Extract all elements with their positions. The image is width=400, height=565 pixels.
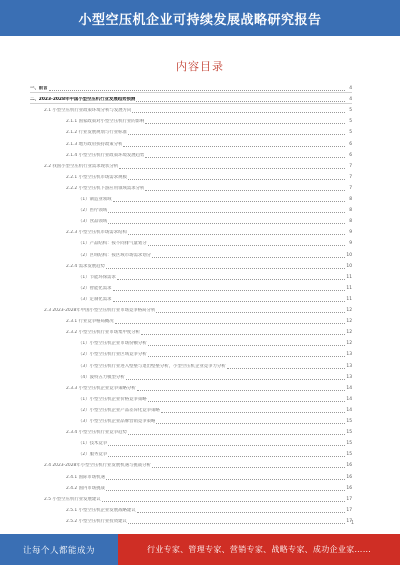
toc-entry-page: 10 [346, 263, 352, 269]
toc-entry-page: 16 [346, 463, 352, 469]
dot-leader [145, 188, 345, 191]
toc-entry[interactable] [30, 239, 352, 247]
toc-entry-page: 4 [349, 97, 352, 103]
toc-entry-text: 一、前言 [30, 86, 48, 91]
dot-leader [106, 477, 345, 480]
dot-leader [128, 232, 345, 235]
header-bar [0, 0, 400, 36]
toc-entry-page: 10 [346, 252, 352, 258]
toc-entry-page: 9 [349, 241, 352, 247]
toc-entry[interactable] [30, 428, 352, 436]
dot-leader [128, 132, 345, 135]
toc-entry-text: （1）技术竞争 [78, 441, 108, 447]
dot-leader [156, 421, 345, 424]
toc-entry-text: 2.4.1 国际市场机遇 [66, 474, 105, 480]
toc-entry-page: 16 [346, 485, 352, 491]
toc-entry-page: 13 [346, 363, 352, 369]
toc-entry[interactable] [30, 162, 352, 170]
toc-entry-text: （3）小型空压机行业进入壁垒与退出壁垒分析，小型空压机企业竞争力分析 [78, 363, 226, 369]
toc-entry[interactable] [30, 217, 352, 225]
dot-leader [152, 465, 345, 468]
toc-entry[interactable] [30, 117, 352, 125]
dot-leader [136, 99, 345, 102]
dot-leader [152, 255, 345, 258]
dot-leader [113, 199, 345, 202]
toc-entry-text: 2.1.2 行业发展规划与行业标准 [66, 130, 127, 136]
toc-entry[interactable] [30, 473, 352, 481]
dot-leader [49, 88, 345, 91]
toc-entry-page: 5 [349, 119, 352, 125]
dot-leader [115, 321, 345, 324]
toc-entry-page: 16 [346, 474, 352, 480]
dot-leader [117, 277, 345, 280]
toc-entry[interactable] [30, 284, 352, 292]
toc-entry-page: 13 [346, 374, 352, 380]
toc-entry[interactable] [30, 517, 352, 525]
dot-leader [102, 499, 345, 502]
toc-entry[interactable] [30, 384, 352, 392]
toc-entry-page: 14 [346, 385, 352, 391]
dot-leader [106, 488, 345, 491]
toc-entry-text: 2.2 我国小型空压机行业需求现状分析 [44, 163, 119, 169]
toc-entry-page: 17 [346, 496, 352, 502]
toc-entry-text: 2.1.1 国家政策对小型空压机行业的影响 [66, 119, 145, 125]
toc-entry-page: 11 [346, 296, 352, 302]
toc-entry[interactable] [30, 84, 352, 93]
toc-entry[interactable] [30, 317, 352, 325]
dot-leader [148, 399, 345, 402]
dot-leader [108, 443, 345, 446]
toc-entry-text: 2.5.2 小型空压机行业投资建议 [66, 518, 127, 524]
toc-entry-page: 7 [349, 185, 352, 191]
toc-entry[interactable] [30, 306, 352, 314]
toc-entry[interactable] [30, 495, 352, 503]
toc-entry-page: 6 [349, 141, 352, 147]
toc-entry[interactable] [30, 295, 352, 303]
toc-entry-text: 2.3 2023-2028年中国小型空压机行业市场竞争格局分析 [44, 308, 156, 313]
toc-entry-page: 11 [346, 274, 352, 280]
toc-entry-page: 15 [346, 441, 352, 447]
toc-entry-text: （1）小型空压机企业价格竞争策略 [78, 396, 147, 402]
dot-leader [137, 388, 345, 391]
toc-entry-text: （3）定制化需求 [78, 296, 112, 302]
toc-entry-text: （1）制造业领域 [78, 197, 112, 202]
dot-leader [113, 288, 345, 291]
dot-leader [148, 343, 345, 346]
toc-entry-text: （1）节能环保需求 [78, 274, 116, 280]
dot-leader [128, 177, 345, 180]
toc-entry-text: （2）小型空压机行业区域竞争分析 [78, 352, 147, 358]
toc-entry[interactable] [30, 106, 352, 114]
toc-entry-text: （4）波特五力模型分析 [78, 374, 125, 380]
toc-entry-text: 2.1 小型空压机行业政策环境分析与发展方向 [44, 108, 132, 114]
toc-entry[interactable] [30, 484, 352, 492]
dot-leader [137, 510, 345, 513]
toc-entry-page: 5 [349, 130, 352, 136]
dot-leader [227, 366, 345, 369]
toc-entry-page: 14 [346, 396, 352, 402]
toc-entry-text: （3）食品领域 [78, 219, 108, 225]
toc-entry-page: 8 [349, 219, 352, 225]
toc-entry-page: 9 [349, 230, 352, 236]
dot-leader [126, 377, 345, 380]
toc-entry-text: 2.5 小型空压机行业发展建议 [44, 496, 101, 502]
toc-entry[interactable] [30, 95, 352, 104]
toc-entry[interactable] [30, 328, 352, 336]
toc-entry[interactable] [30, 273, 352, 281]
dot-leader [106, 266, 345, 269]
toc-entry-text: 2.4 2023-2028年小型空压机行业发展机遇与挑战分析 [44, 463, 151, 469]
toc-entry[interactable] [30, 206, 352, 214]
dot-leader [156, 310, 345, 313]
toc-entry-page: 12 [346, 308, 352, 313]
toc-entry[interactable] [30, 395, 352, 403]
toc-entry-page: 13 [346, 352, 352, 358]
toc-entry-page: 7 [349, 174, 352, 180]
dot-leader [113, 299, 345, 302]
toc-entry[interactable] [30, 195, 352, 203]
dot-leader [128, 521, 345, 524]
toc-entry[interactable] [30, 406, 352, 414]
dot-leader [108, 454, 345, 457]
toc-entry[interactable] [30, 251, 352, 259]
toc-entry-page: 12 [346, 330, 352, 336]
table-of-contents [30, 84, 352, 528]
page-number: 1 [350, 520, 354, 526]
toc-entry-page: 11 [346, 285, 352, 291]
toc-entry-page: 15 [346, 452, 352, 458]
toc-entry-page: 12 [346, 341, 352, 347]
toc-entry[interactable] [30, 362, 352, 370]
toc-entry-text: 二、2023-2028年中国小型空压机行业发展趋势预测 [30, 97, 136, 103]
toc-entry-text: （1）产品结构：按不同排气量划分 [78, 241, 147, 247]
toc-entry-text: （2）医疗领域 [78, 208, 108, 214]
toc-entry[interactable] [30, 350, 352, 358]
toc-entry[interactable] [30, 461, 352, 469]
toc-entry-text: 2.1.4 小型空压机行业政策环境发展趋势 [66, 152, 145, 158]
toc-entry-page: 15 [346, 430, 352, 436]
footer-slogan: 让每个人都能成为 [0, 534, 118, 565]
toc-entry-text: 2.2.2 小型空压机下游应用领域需求分析 [66, 185, 145, 191]
toc-entry-text: 2.3.1 行业竞争格局概况 [66, 319, 114, 325]
dot-leader [108, 210, 345, 213]
toc-entry[interactable] [30, 373, 352, 381]
toc-entry[interactable] [30, 339, 352, 347]
toc-entry-page: 6 [349, 152, 352, 158]
toc-entry[interactable] [30, 173, 352, 181]
toc-entry[interactable] [30, 450, 352, 458]
dot-leader [145, 121, 345, 124]
dot-leader [161, 410, 345, 413]
toc-entry[interactable] [30, 439, 352, 447]
toc-entry-text: 2.2.4 需求发展趋势 [66, 263, 105, 269]
toc-entry-text: 2.3.4 小型空压机行业竞争趋势 [66, 430, 127, 436]
toc-entry-page: 8 [349, 208, 352, 214]
toc-entry[interactable] [30, 140, 352, 148]
toc-entry-page: 17 [346, 507, 352, 513]
dot-leader [141, 332, 345, 335]
toc-entry-page: 7 [349, 163, 352, 169]
toc-entry-text: （1）小型空压机企业市场份额分析 [78, 341, 147, 347]
dot-leader [148, 243, 345, 246]
toc-entry-page: 14 [346, 407, 352, 413]
toc-entry-text: （2）区域结构：按区域市场需求划分 [78, 252, 152, 258]
footer-bar [0, 534, 400, 565]
document-title: 小型空压机企业可持续发展战略研究报告 [78, 12, 322, 28]
toc-entry[interactable] [30, 417, 352, 425]
toc-entry[interactable] [30, 262, 352, 270]
toc-entry-text: 2.4.2 国内市场挑战 [66, 485, 105, 491]
toc-heading: 内容目录 [176, 60, 224, 73]
toc-entry-page: 8 [349, 197, 352, 202]
dot-leader [148, 354, 345, 357]
dot-leader [145, 155, 345, 158]
toc-entry-text: 2.1.3 地方政府扶持政策分析 [66, 141, 123, 147]
dot-leader [119, 166, 345, 169]
toc-entry-page: 5 [349, 108, 352, 114]
toc-entry-text: 2.2.3 小型空压机市场需求结构 [66, 230, 127, 236]
toc-entry-text: 2.5.1 小型空压机企业发展战略建议 [66, 507, 136, 513]
toc-entry-text: （3）小型空压机企业品牌营销竞争策略 [78, 419, 156, 424]
toc-entry[interactable] [30, 128, 352, 136]
toc-entry-text: 2.2.1 小型空压机市场需求规模 [66, 174, 127, 180]
toc-entry-page: 4 [349, 86, 352, 91]
toc-entry-text: 2.3.3 小型空压机企业竞争策略分析 [66, 385, 136, 391]
dot-leader [132, 110, 345, 113]
toc-entry-text: （2）智能化需求 [78, 285, 112, 291]
toc-entry[interactable] [30, 228, 352, 236]
toc-entry-text: 2.3.2 小型空压机行业市场集中度分析 [66, 330, 141, 336]
dot-leader [123, 144, 345, 147]
toc-entry[interactable] [30, 151, 352, 159]
dot-leader [128, 432, 345, 435]
toc-entry-page: 12 [346, 319, 352, 325]
footer-tagline: 行业专家、管理专家、营销专家、战略专家、成功企业家…… [118, 534, 400, 565]
toc-entry-page: 17 [346, 518, 352, 524]
dot-leader [108, 221, 345, 224]
toc-entry-text: （2）小型空压机企业产品差异化竞争策略 [78, 407, 160, 413]
toc-entry[interactable] [30, 184, 352, 192]
toc-entry[interactable] [30, 506, 352, 514]
toc-entry-text: （2）服务竞争 [78, 452, 108, 458]
toc-entry-page: 15 [346, 419, 352, 424]
